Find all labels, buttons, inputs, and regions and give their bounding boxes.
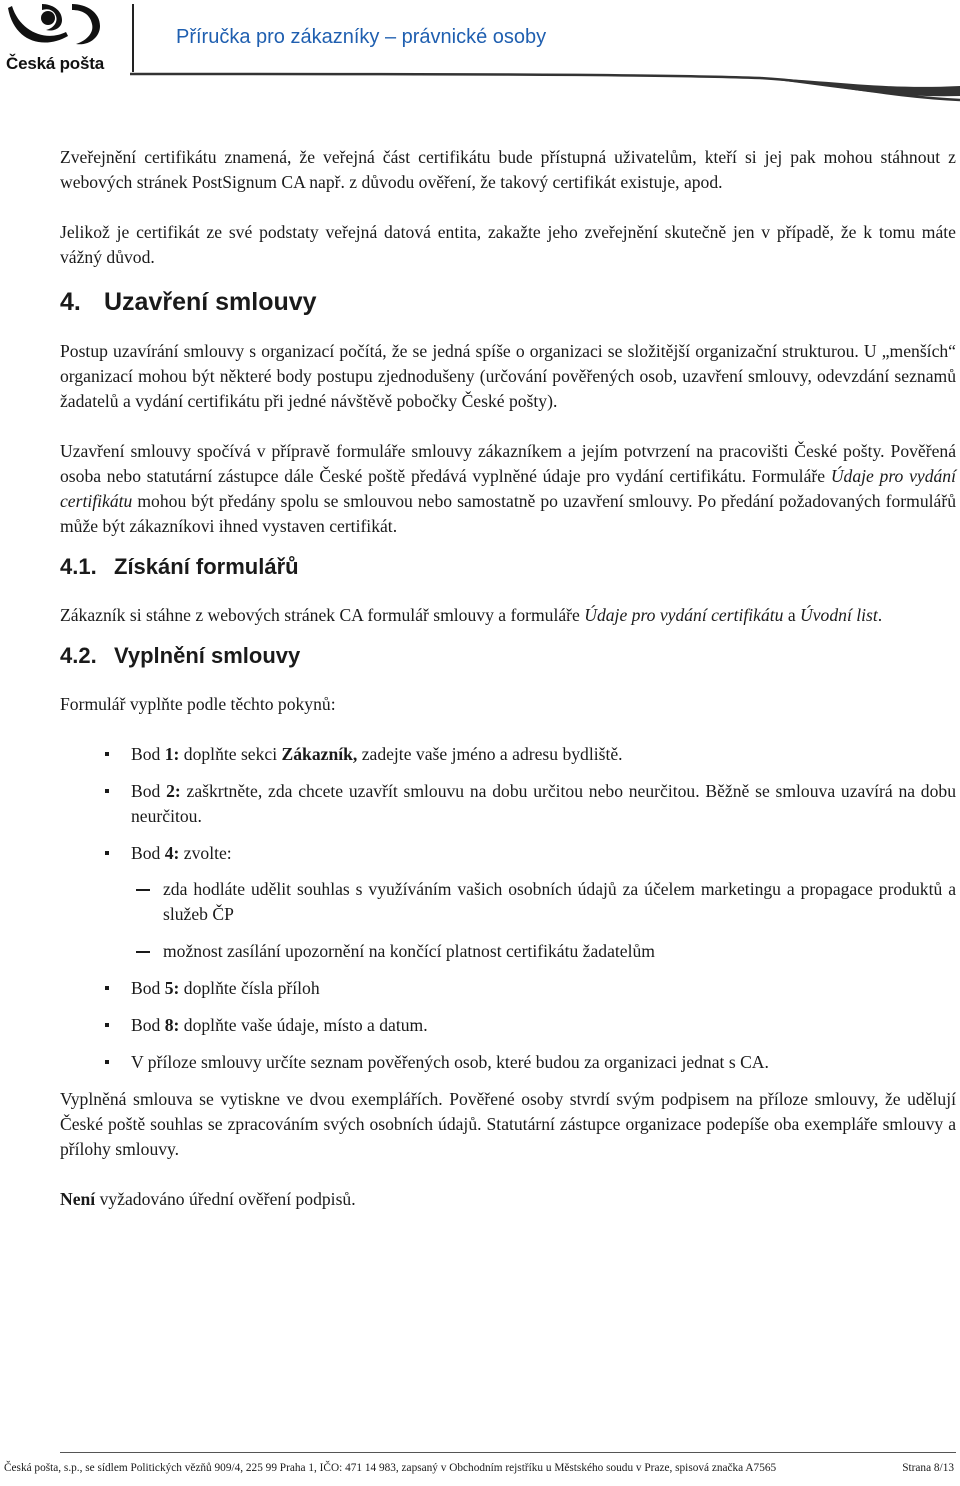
list-item: Bod 8: doplňte vaše údaje, místo a datum.: [60, 1013, 956, 1038]
list-item: Bod 1: doplňte sekci Zákazník, zadejte vaše jméno a adresu bydliště.: [60, 742, 956, 767]
page-number: Strana 8/13: [902, 1462, 954, 1474]
sub-list: [131, 877, 956, 964]
list-item: Bod 4: zvolte: zda hodláte udělit souhlas s využíváním vašich osobních údajů za účelem marketingu a propagace produktů a služeb ČP možnost zasílání upozornění na končící platnost certifikátu žadatelům: [60, 841, 956, 964]
paragraph-publication: Zveřejnění certifikátu znamená, že veřejná část certifikátu bude přístupná uživatelům, kteří si jej pak mohou stáhnout z webových stránek PostSignum CA např. z důvodu ověření, že takový certifikát existuje, apod.: [60, 147, 956, 192]
heading-text: Uzavření smlouvy: [104, 288, 317, 316]
instruction-list: [60, 742, 956, 1075]
footer-divider: [60, 1452, 956, 1453]
posthorn-logo-icon: [6, 2, 106, 54]
heading-number: 4.2.: [60, 643, 97, 668]
paragraph-public-entity: Jelikož je certifikát ze své podstaty veřejná datová entita, zakažte jeho zveřejnění skutečně jen v případě, že k tomu máte vážný důvod.: [60, 222, 956, 267]
page-header: [0, 0, 960, 110]
paragraph-procedure: Postup uzavírání smlouvy s organizací počítá, že se jedná spíše o organizaci se složitější organizační strukturou. U „menších“ organizací mohou být některé body postupu zjednodušeny (určování pověřených osob, uzavření smlouvy, odevzdání seznamů žadatelů a vydání certifikátu při jedné návštěvě pobočky České pošty).: [60, 341, 956, 411]
heading-number: 4.: [60, 288, 81, 316]
sub-list-item: zda hodláte udělit souhlas s využíváním vašich osobních údajů za účelem marketingu a propagace produktů a služeb ČP: [60, 877, 956, 927]
heading-number: 4.1.: [60, 554, 97, 579]
list-item: Bod 5: doplňte čísla příloh: [60, 976, 956, 1001]
paragraph-instructions: Formulář vyplňte podle těchto pokynů:: [60, 694, 336, 714]
sub-list-item: možnost zasílání upozornění na končící platnost certifikátu žadatelům: [60, 939, 956, 964]
heading-section-4-2: [60, 642, 956, 670]
heading-section-4: [60, 287, 956, 317]
heading-text: Získání formulářů: [114, 554, 299, 579]
logo-text: Česká pošta: [6, 54, 104, 73]
header-swoosh-line: [0, 60, 960, 110]
list-item: V příloze smlouvy určíte seznam pověřených osob, které budou za organizaci jednat s CA.: [60, 1050, 956, 1075]
paragraph-contract: Uzavření smlouvy spočívá v přípravě formuláře smlouvy zákazníkem a jejím potvrzení na pracovišti České pošty. Pověřená osoba nebo statutární zástupce dále České poště předává vyplněné údaje pro vydání certifikátu. Formuláře Údaje pro vydání certifikátu mohou být předány spolu se smlouvou nebo samostatně po uzavření smlouvy. Po předání požadovaných formulářů může být zákazníkovi ihned vystaven certifikát.: [60, 441, 956, 536]
paragraph-signing: Vyplněná smlouva se vytiskne ve dvou exemplářích. Pověřené osoby stvrdí svým podpisem na příloze smlouvy, že udělují České poště souhlas se zpracováním svých osobních údajů. Statutární zástupce organizace podepíše oba exempláře smlouvy a přílohy smlouvy.: [60, 1089, 956, 1159]
paragraph-verification: Není vyžadováno úřední ověření podpisů.: [60, 1189, 356, 1209]
heading-section-4-1: [60, 553, 956, 581]
heading-text: Vyplnění smlouvy: [114, 643, 301, 668]
list-item: Bod 2: zaškrtněte, zda chcete uzavřít smlouvu na dobu určitou nebo neurčitou. Běžně se smlouva uzavírá na dobu neurčitou.: [60, 779, 956, 829]
page-content: [60, 145, 956, 1212]
document-title: Příručka pro zákazníky – právnické osoby: [176, 26, 547, 48]
footer-company-info: Česká pošta, s.p., se sídlem Politických vězňů 909/4, 225 99 Praha 1, IČO: 471 14 983, zapsaný v Obchodním rejstříku u Městského soudu v Praze, spisová značka A7565: [4, 1462, 777, 1474]
paragraph-forms: Zákazník si stáhne z webových stránek CA formulář smlouvy a formuláře Údaje pro vydání certifikátu a Úvodní list.: [60, 605, 883, 625]
